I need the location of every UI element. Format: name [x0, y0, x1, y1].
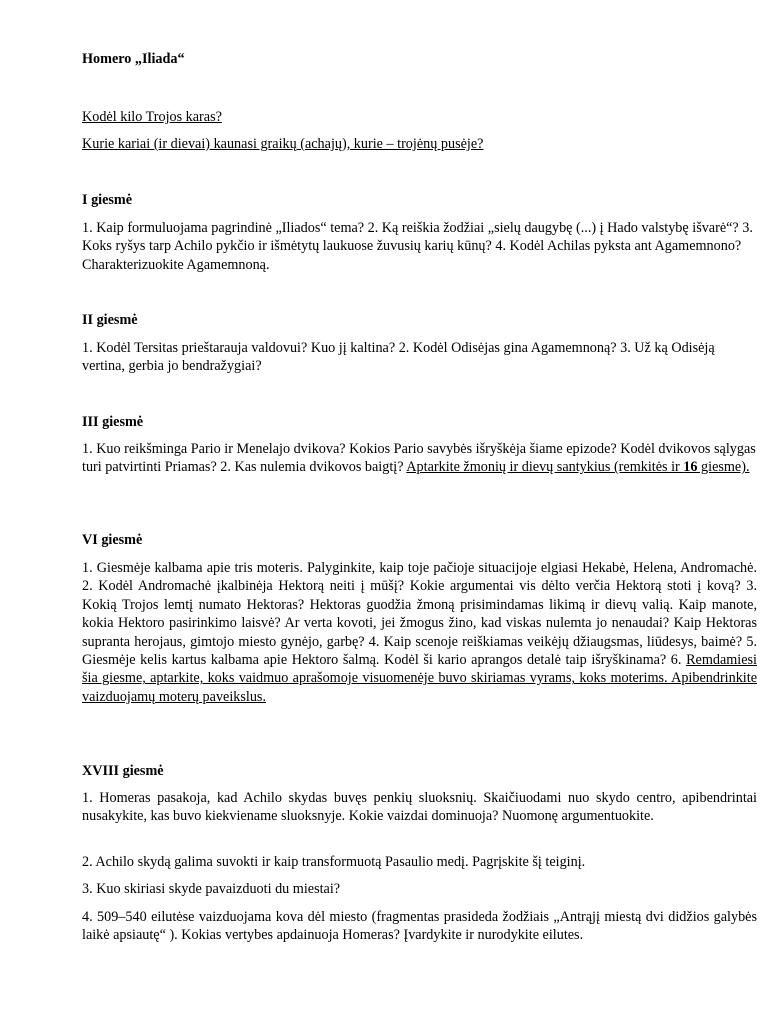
document-title: Homero „Iliada“: [82, 51, 185, 67]
section-task-iii-number: 16: [683, 459, 698, 476]
section-heading-i: I giesmė: [82, 192, 133, 208]
question-2: Kurie kariai (ir dievai) kaunasi graikų (achajų), kurie – trojėnų pusėje?: [82, 136, 484, 152]
section-heading-ii: II giesmė: [82, 312, 138, 328]
section-xviii-item-3: 3. Kuo skiriasi skyde pavaizduoti du miestai?: [82, 881, 341, 897]
section-xviii-item-2: 2. Achilo skydą galima suvokti ir kaip transformuotą Pasaulio medį. Pagrįskite šį teiginį.: [82, 854, 586, 870]
section-task-iii-text: Aptarkite žmonių ir dievų santykius (remkitės ir: [406, 459, 684, 476]
section-text-vi-questions: 1. Giesmėje kalbama apie tris moteris. Palyginkite, kaip toje pačioje situacijoje elgiasi Hekabė, Helena, Andromachė. 2. Kodėl Andromachė įkalbinėja Hektorą neiti į mūšį? Kokie argumentai vis dėlto verčia Hektorą stoti į kovą? 3. Kokią Trojos lemtį numato Hektoras? Hektoras guodžia žmoną prisimindamas likimą ir dievų valią. Kaip manote, kokia Hektoro pasirinkimo laisvė? Ar verta kovoti, jei žmogus žino, kad viskas nulemta jo nenaudai? Kaip Hektoras supranta herojaus, gimtojo miesto gynėjo, garbę? 4. Kaip scenoje reiškiamas veikėjų džiaugsmas, liūdesys, baimė? 5. Giesmėje kelis kartus kalbama apie Hektoro šalmą. Kodėl ši kario aprangos detalė taip išryškinama? 6.: [82, 560, 757, 669]
section-text-vi: [82, 559, 757, 706]
question-1: Kodėl kilo Trojos karas?: [82, 109, 222, 125]
section-heading-iii: III giesmė: [82, 414, 144, 430]
section-heading-xviii: XVIII giesmė: [82, 763, 164, 779]
section-task-iii-end: giesme).: [697, 459, 750, 476]
section-heading-vi: VI giesmė: [82, 532, 143, 548]
section-xviii-item-1: 1. Homeras pasakoja, kad Achilo skydas buvęs penkių sluoksnių. Skaičiuodami nuo skydo centro, apibendrintai nusakykite, kas buvo kiekviename sluoksnyje. Kokie vaizdai dominuoja? Nuomonę argumentuokite.: [82, 790, 757, 825]
section-text-ii: 1. Kodėl Tersitas prieštarauja valdovui? Kuo jį kaltina? 2. Kodėl Odisėjas gina Agamemnoną? 3. Už ką Odisėją vertina, gerbia jo bendražygiai?: [82, 340, 715, 375]
section-task-iii: [406, 459, 749, 475]
section-xviii-item-4: 4. 509–540 eilutėse vaizduojama kova dėl miesto (fragmentas prasideda žodžiais „Antrąjį miestą dvi didžios galybės laikė apsiautę“ ). Kokias vertybes apdainuoja Homeras? Įvardykite ir nurodykite eilutes.: [82, 909, 757, 944]
section-task-vi: Remdamiesi šia giesme, aptarkite, koks vaidmuo aprašomoje visuomenėje buvo skiriamas vyrams, koks moterims. Apibendrinkite vaizduojamų moterų paveikslus.: [82, 652, 757, 705]
section-text-iii-questions: 1. Kuo reikšminga Pario ir Menelajo dvikova? Kokios Pario savybės išryškėja šiame epizode? Kodėl dvikovos sąlygas turi patvirtinti Priamas? 2. Kas nulemia dvikovos baigtį?: [82, 441, 756, 476]
section-text-i: 1. Kaip formuluojama pagrindinė „Iliados“ tema? 2. Ką reiškia žodžiai „sielų daugybę (...) į Hado valstybę išvarė“? 3. Koks ryšys tarp Achilo pykčio ir išmėtytų laukuose žuvusių karių kūnų? 4. Kodėl Achilas pyksta ant Agamemnono? Charakterizuokite Agamemnoną.: [82, 220, 753, 273]
section-text-iii: [82, 440, 757, 477]
